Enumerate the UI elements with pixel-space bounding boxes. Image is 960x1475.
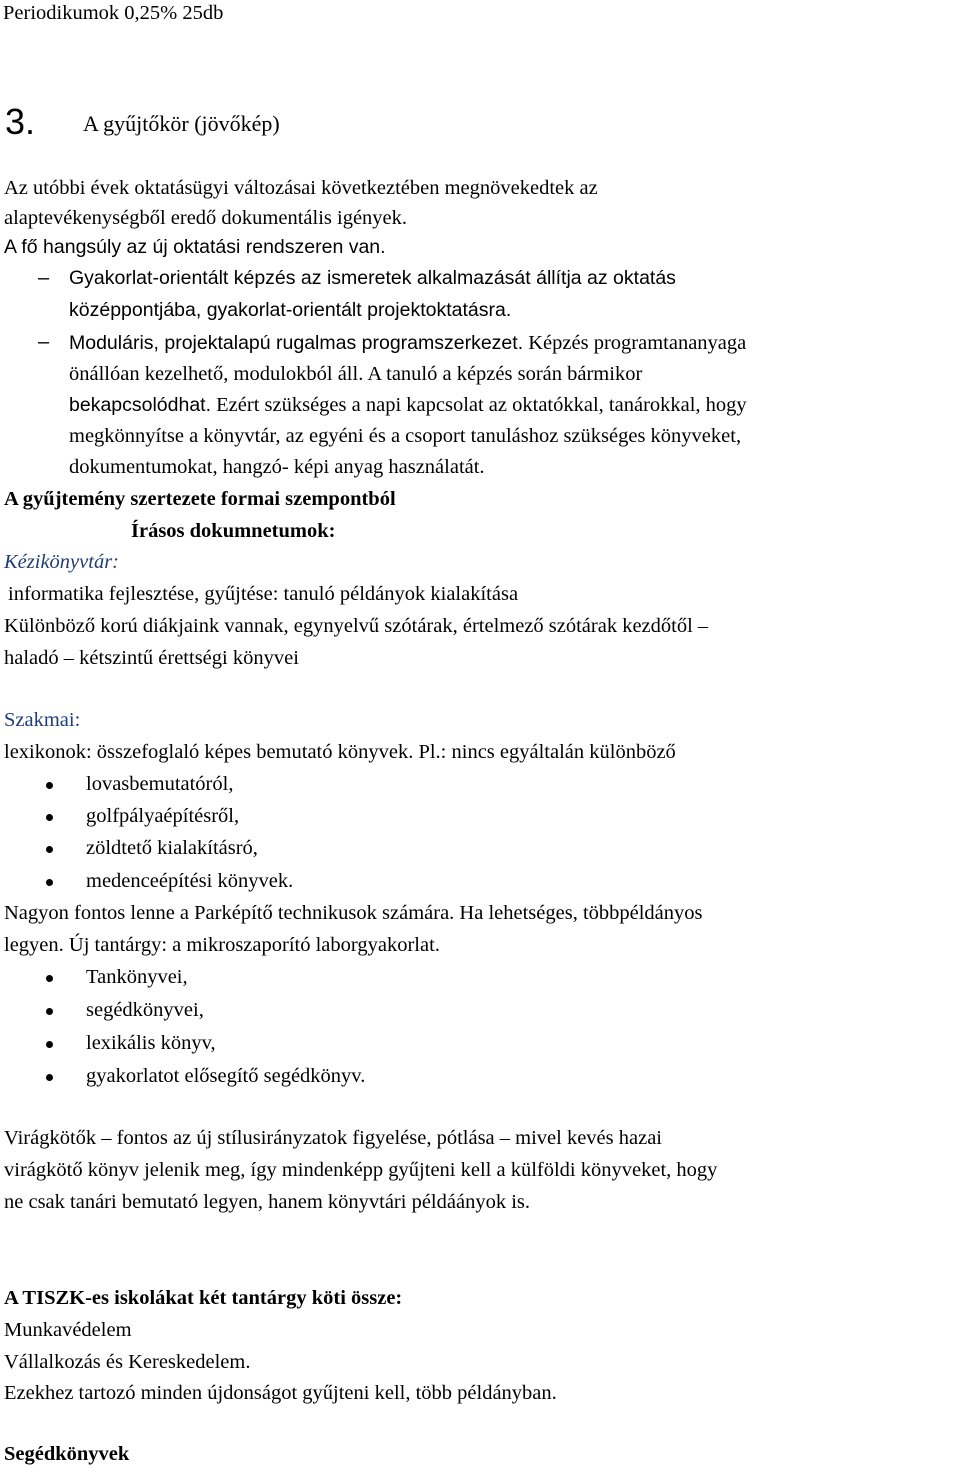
intro-line-3: A fő hangsúly az új oktatási rendszeren van. xyxy=(4,236,386,258)
dash-bullet-icon: – xyxy=(38,267,50,289)
bullet-icon xyxy=(46,879,53,886)
dash-item-2-line-3 xyxy=(69,395,747,416)
dash-item-2-line-1-sans: Moduláris, projektalapú rugalmas programszerkezet. xyxy=(69,332,524,354)
section-title: A gyűjtőkör (jövőkép) xyxy=(83,111,280,136)
dash-item-2-line-1-serif: Képzés programtananyaga xyxy=(528,332,747,354)
dash-item-2-line-3-serif: Ezért szükséges a napi kapcsolat az oktatókkal, tanárokkal, hogy xyxy=(216,394,747,416)
florist-line-2: virágkötő könyv jelenik meg, így mindenképp gyűjteni kell a külföldi könyveket, hogy xyxy=(4,1159,718,1181)
dash-item-1-line-2: középpontjába, gyakorlat-orientált projektoktatásra. xyxy=(69,299,512,321)
parkbuilder-line-2: legyen. Új tantárgy: a mikroszaporító laborgyakorlat. xyxy=(4,934,440,956)
dash-item-2-line-2: önállóan kezelhető, modulokból áll. A tanuló a képzés során bármikor xyxy=(69,363,643,385)
lexicon-line: lexikonok: összefoglaló képes bemutató könyvek. Pl.: nincs egyáltalán különböző xyxy=(4,741,676,763)
bullet-icon xyxy=(46,1074,53,1081)
collection-heading: A gyűjtemény szertezete formai szempontból xyxy=(4,488,396,510)
intro-line-1: Az utóbbi évek oktatásügyi változásai következtében megnövekedtek az xyxy=(4,177,598,199)
dash-item-2-line-3-sans: bekapcsolódhat. xyxy=(69,394,212,416)
bullet-icon xyxy=(46,1041,53,1048)
section-number: 3. xyxy=(5,101,36,142)
written-docs-heading: Írásos dokumnetumok: xyxy=(131,520,336,542)
bullet-icon xyxy=(46,975,53,982)
bullet-icon xyxy=(46,846,53,853)
dash-item-2-line-1 xyxy=(69,333,746,354)
dash-bullet-icon: – xyxy=(38,331,50,353)
bullet-icon xyxy=(46,782,53,789)
professional-label: Szakmai: xyxy=(4,709,81,731)
tiszk-line-1: Munkavédelem xyxy=(4,1319,132,1341)
bullet-item-golf: golfpályaépítésről, xyxy=(86,805,240,827)
bullet-item-zoldteto: zöldtető kialakításró, xyxy=(86,837,258,859)
parkbuilder-line-1: Nagyon fontos lenne a Parképítő technikusok számára. Ha lehetséges, többpéldányos xyxy=(4,902,703,924)
handbook-line-1: informatika fejlesztése, gyűjtése: tanuló példányok kialakítása xyxy=(8,583,519,605)
dash-item-2-line-5: dokumentumokat, hangzó- képi anyag használatát. xyxy=(69,456,485,478)
handbook-line-2: Különböző korú diákjaink vannak, egynyelvű szótárak, értelmező szótárak kezdőtől – xyxy=(4,615,709,637)
tiszk-heading: A TISZK-es iskolákat két tantárgy köti össze: xyxy=(4,1287,403,1309)
tiszk-line-3: Ezekhez tartozó minden újdonságot gyűjteni kell, több példányban. xyxy=(4,1382,557,1404)
aux-heading: Segédkönyvek xyxy=(4,1443,130,1465)
bullet-icon xyxy=(46,1008,53,1015)
florist-line-3: ne csak tanári bemutató legyen, hanem könyvtári példáányok is. xyxy=(4,1191,530,1213)
bullet-item-gyakorlat: gyakorlatot elősegítő segédkönyv. xyxy=(86,1065,366,1087)
dash-item-1-line-1: Gyakorlat-orientált képzés az ismeretek alkalmazását állítja az oktatás xyxy=(69,267,676,289)
bullet-item-medence: medenceépítési könyvek. xyxy=(86,870,294,892)
bullet-item-segedkonyv: segédkönyvei, xyxy=(86,999,204,1021)
bullet-item-tankonyv: Tankönyvei, xyxy=(86,966,188,988)
bullet-item-lovas: lovasbemutatóról, xyxy=(86,773,234,795)
dash-item-2-line-4: megkönnyítse a könyvtár, az egyéni és a csoport tanuláshoz szükséges könyveket, xyxy=(69,425,742,447)
florist-line-1: Virágkötők – fontos az új stílusirányzatok figyelése, pótlása – mivel kevés hazai xyxy=(4,1127,663,1149)
bullet-icon xyxy=(46,814,53,821)
bullet-item-lexikalis: lexikális könyv, xyxy=(86,1032,216,1054)
handbook-line-3: haladó – kétszintű érettségi könyvei xyxy=(4,647,299,669)
handbook-label: Kézikönyvtár: xyxy=(4,551,119,573)
tiszk-line-2: Vállalkozás és Kereskedelem. xyxy=(4,1351,251,1373)
header-line: Periodikumok 0,25% 25db xyxy=(3,2,224,24)
intro-line-2: alaptevékenységből eredő dokumentális igények. xyxy=(4,207,408,229)
